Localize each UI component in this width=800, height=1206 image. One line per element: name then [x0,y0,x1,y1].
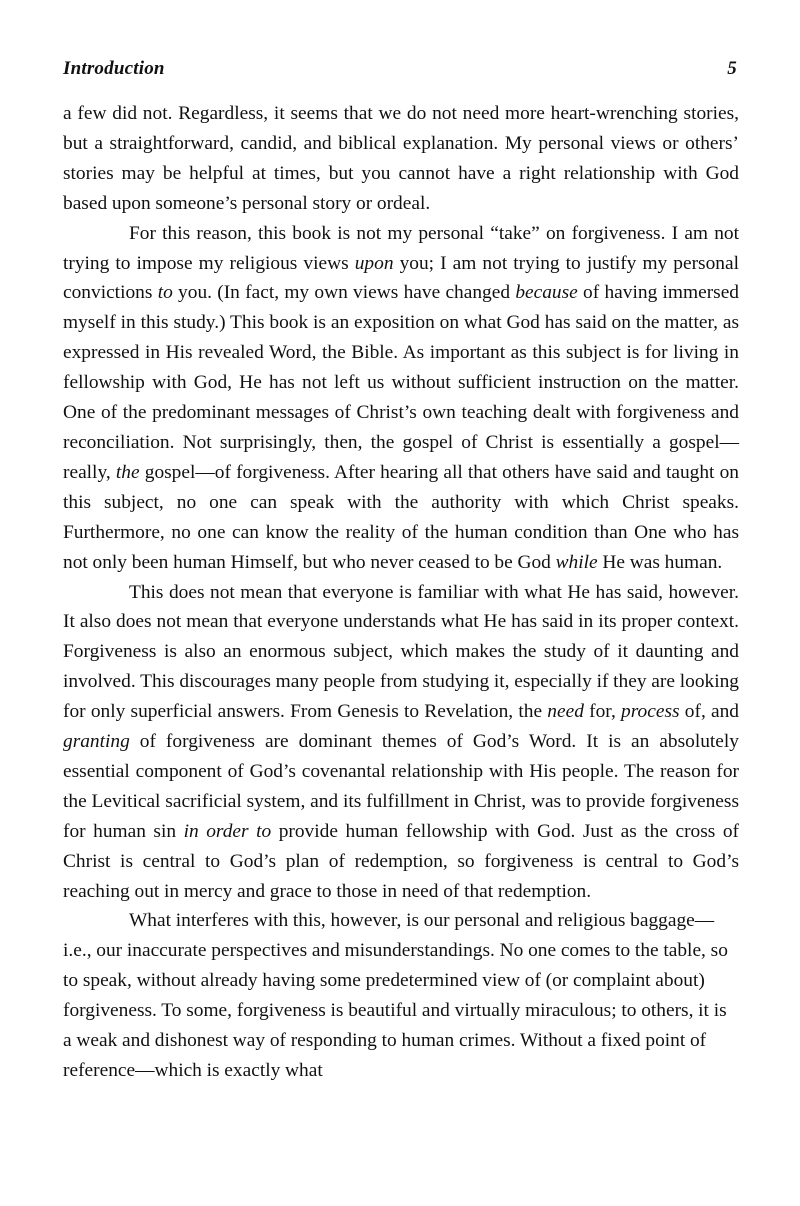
paragraph [63,99,739,219]
text-run: of forgiveness are dominant themes of God’s Word. It is an absolutely essential component of God’s covenantal relationship with His people. The reason for the Levitical sacrificial system, and its fulfillment in Christ, was to provide forgiveness for human sin [63,731,739,842]
text-run: a few did not. Regardless, it seems that we do not need more heart-wrenching stories, but a straightforward, candid, and biblical explanation. My personal views or others’ stories may be helpful at times, but you cannot have a right relationship with God based upon someone’s personal story or ordeal. [63,103,739,214]
text-run: provide human fellowship with God. Just as the cross of Christ is central to God’s plan of redemption, so forgiveness is central to God’s reaching out in mercy and grace to those in need of that redemption. [63,820,739,902]
text-run: For this reason, this book is not my personal “take” on forgiveness. I am not trying to impose my religious views [63,222,739,274]
paragraph [63,906,739,1085]
emphasis-text: while [555,551,598,573]
emphasis-text: in order to [183,820,272,842]
text-run: gospel—of forgiveness. After hearing all that others have said and taught on this subject, no one can speak with the authority with which Christ speaks. Furthermore, no one can know the reality of the human condition than One who has not only been human Himself, but who never ceased to be God [63,461,739,573]
emphasis-text: need [547,701,584,723]
running-head-title: Introduction [63,58,165,79]
page-content [63,58,739,1086]
emphasis-text: process [621,701,680,723]
emphasis-text: to [157,282,173,304]
body-text [63,99,739,1086]
text-run: of, and [679,701,740,723]
text-run: of having immersed myself in this study.) This book is an exposition on what God has said on the matter, as expressed in His revealed Word, the Bible. As important as this subject is for living in fellowship with God, He has not left us without sufficient instruction on the matter. One of the predominant messages of Christ’s own teaching dealt with forgiveness and reconciliation. Not surprisingly, then, the gospel of Christ is essentially a gospel—really, [63,282,739,483]
text-run: What interferes with this, however, is our personal and religious baggage—i.e., our inaccurate perspectives and misunderstandings. No one comes to the table, so to speak, without already having some predetermined view of (or complaint about) forgiveness. To some, forgiveness is beautiful and virtually miraculous; to others, it is a weak and dishonest way of responding to human crimes. Without a fixed point of reference—which is exactly what [63,910,728,1081]
emphasis-text: upon [354,252,394,274]
page-number: 5 [727,58,737,79]
paragraph [63,578,739,907]
text-run: you. (In fact, my own views have changed [172,282,516,304]
emphasis-text: the [115,461,140,483]
paragraph [63,219,739,578]
text-run: This does not mean that everyone is familiar with what He has said, however. It also does not mean that everyone understands what He has said in its proper context. Forgiveness is also an enormous subject, which makes the study of it daunting and involved. This discourages many people from studying it, especially if they are looking for only superficial answers. From Genesis to Revelation, the [63,581,739,723]
running-head [63,58,739,80]
text-run: He was human. [597,551,723,573]
text-run: you; I am not trying to justify my personal convictions [63,252,739,304]
emphasis-text: granting [63,731,130,753]
text-run: for, [583,701,622,723]
emphasis-text: because [515,282,578,304]
